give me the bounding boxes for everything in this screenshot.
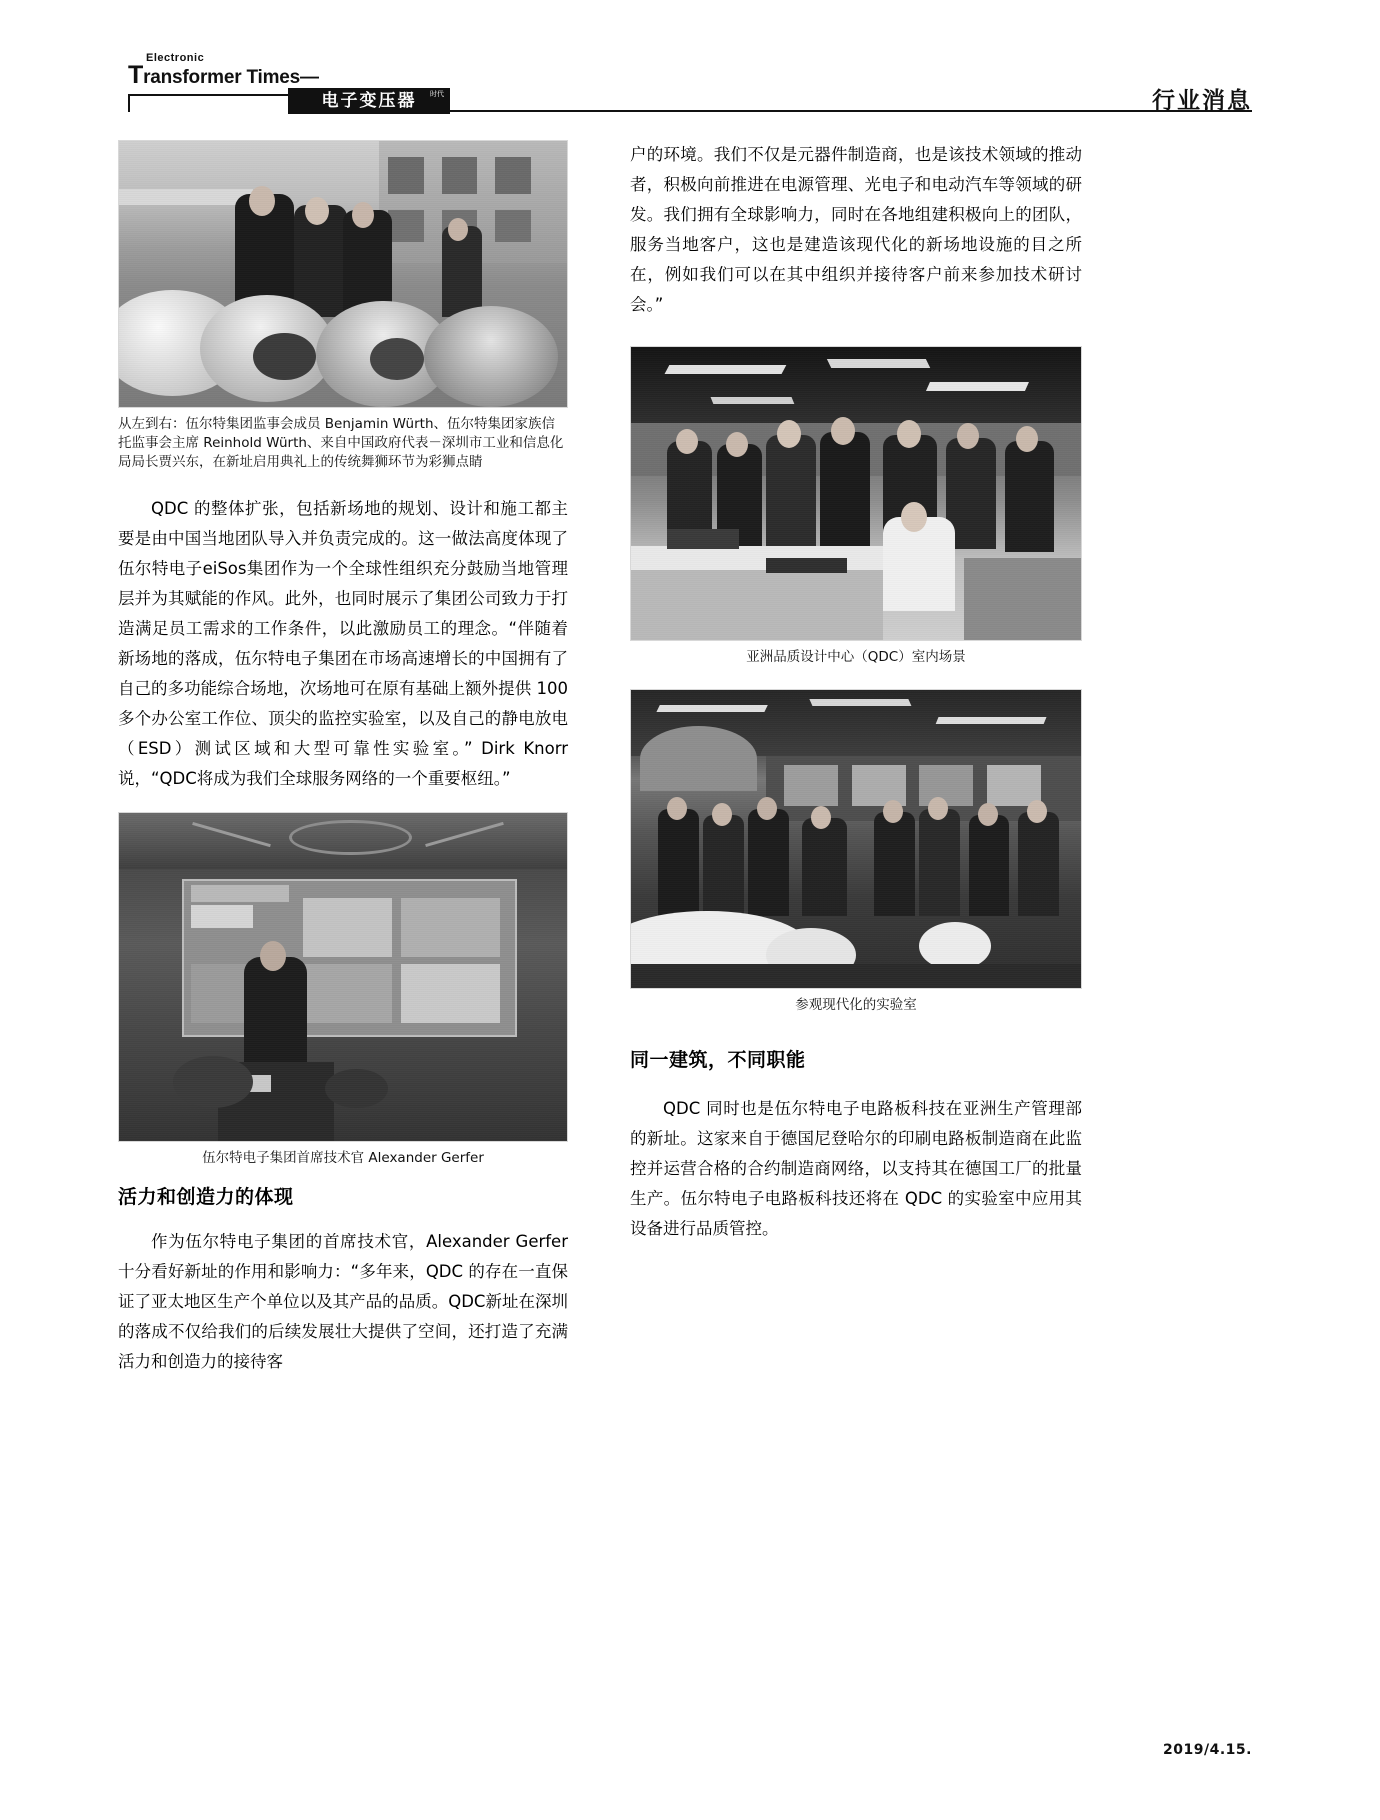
subhead-same-building: 同一建筑，不同职能 xyxy=(630,1049,806,1071)
masthead-rule-tick xyxy=(128,94,130,112)
section-title: 行业消息 xyxy=(1152,88,1252,114)
figure-cto-presentation-caption: 伍尔特电子集团首席技术官 Alexander Gerfer xyxy=(202,1150,484,1166)
masthead-chinese-badge: 电子变压器 xyxy=(288,88,450,114)
masthead-chinese-badge-sub: 时代 xyxy=(430,90,444,98)
header-rule xyxy=(450,110,1252,112)
subhead-vitality-creativity: 活力和创造力的体现 xyxy=(118,1186,294,1208)
masthead-rule xyxy=(128,94,300,96)
cto-presentation-photo xyxy=(118,812,568,1142)
qdc-interior-photo xyxy=(630,346,1082,641)
masthead-line1: Electronic xyxy=(146,52,205,64)
figure-lion-dance xyxy=(118,140,568,472)
paragraph-pcb-division: QDC 同时也是伍尔特电子电路板科技在亚洲生产管理部的新址。这家来自于德国尼登哈尔的印刷电路板制造商在此监控并运营合格的合约制造商网络，以支持其在德国工厂的批量生产。伍尔特电子电路板科技还将在 QDC 的实验室中应用其设备进行品质管控。 xyxy=(630,1099,1082,1238)
figure-lab-tour-caption: 参观现代化的实验室 xyxy=(795,997,917,1013)
paragraph-expansion: QDC 的整体扩张，包括新场地的规划、设计和施工都主要是由中国当地团队导入并负责完成的。这一做法高度体现了伍尔特电子eiSos集团作为一个全球性组织充分鼓励当地管理层并为其赋能的作风。此外，也同时展示了集团公司致力于打造满足员工需求的工作条件，以此激励员工的理念。“伴随着新场地的落成，伍尔特电子集团在市场高速增长的中国拥有了自己的多功能综合场地，次场地可在原有基础上额外提供 100 多个办公室工作位、顶尖的监控实验室，以及自己的静电放电（ESD）测试区域和大型可靠性实验室。” Dirk Knorr 说，“QDC将成为我们全球服务网络的一个重要枢纽。” xyxy=(118,499,568,788)
figure-qdc-interior-caption: 亚洲品质设计中心（QDC）室内场景 xyxy=(746,649,966,665)
page-header xyxy=(0,0,1380,130)
left-column xyxy=(118,140,568,1377)
paragraph-customer-environment: 户的环境。我们不仅是元器件制造商，也是该技术领域的推动者，积极向前推进在电源管理、光电子和电动汽车等领域的研发。我们拥有全球影响力，同时在各地组建积极向上的团队，服务当地客户，这也是建造该现代化的新场地设施的目之所在，例如我们可以在其中组织并接待客户前来参加技术研讨会。” xyxy=(630,145,1082,314)
lion-dance-ceremony-photo xyxy=(118,140,568,408)
figure-cto-presentation xyxy=(118,812,568,1168)
paragraph-cto-quote: 作为伍尔特电子集团的首席技术官，Alexander Gerfer 十分看好新址的作用和影响力：“多年来，QDC 的存在一直保证了亚太地区生产个单位以及其产品的品质。QDC新址在深圳的落成不仅给我们的后续发展壮大提供了空间，还打造了充满活力和创造力的接待客 xyxy=(118,1232,568,1371)
masthead-logo xyxy=(128,52,378,89)
page-footer: 2019/4.15. xyxy=(1163,1742,1252,1758)
figure-lion-dance-caption: 从左到右：伍尔特集团监事会成员 Benjamin Würth、伍尔特集团家族信托监事会主席 Reinhold Würth、来自中国政府代表－深圳市工业和信息化局局长贾兴东，在新址启用典礼上的传统舞狮环节为彩狮点睛 xyxy=(118,416,564,470)
figure-qdc-interior xyxy=(630,346,1082,667)
right-column xyxy=(630,140,1082,1244)
masthead-line2: Transformer Times— xyxy=(128,61,319,89)
figure-lab-tour xyxy=(630,689,1082,1015)
modern-lab-tour-photo xyxy=(630,689,1082,989)
